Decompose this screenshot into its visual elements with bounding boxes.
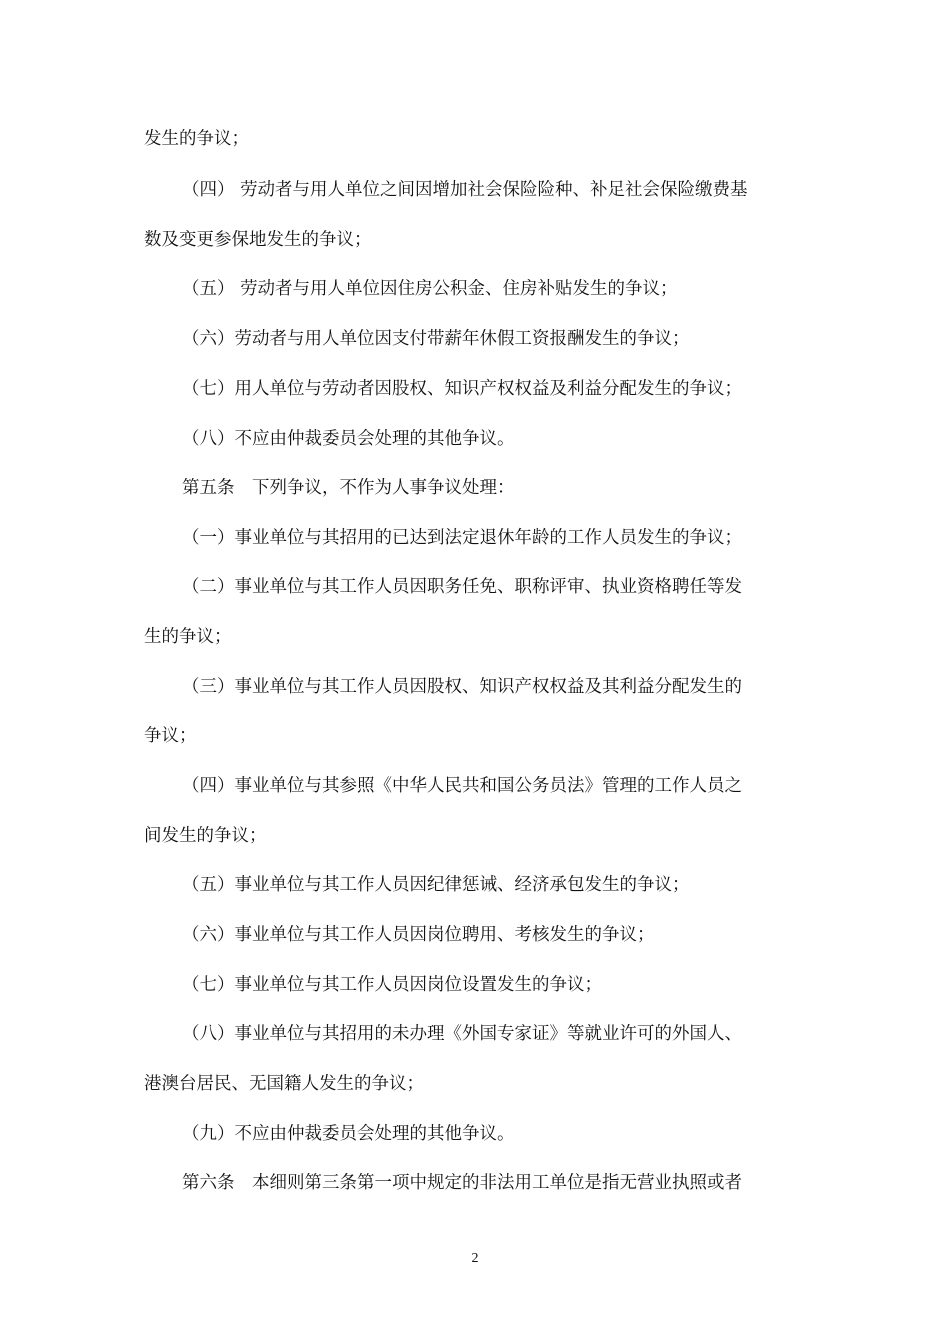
text-line: （七）事业单位与其工作人员因岗位设置发生的争议； [182, 975, 602, 995]
text-line: （五） 劳动者与用人单位因住房公积金、住房补贴发生的争议； [182, 279, 678, 299]
text-line: （六）事业单位与其工作人员因岗位聘用、考核发生的争议； [182, 925, 655, 945]
text-line: （五）事业单位与其工作人员因纪律惩诫、经济承包发生的争议； [182, 875, 690, 895]
text-line: 生的争议； [144, 627, 232, 647]
page-number: 2 [471, 1251, 479, 1266]
article-heading: 第六条 本细则第三条第一项中规定的非法用工单位是指无营业执照或者 [182, 1173, 742, 1193]
text-line: （八）事业单位与其招用的未办理《外国专家证》等就业许可的外国人、 [182, 1024, 742, 1044]
text-line: （二）事业单位与其工作人员因职务任免、职称评审、执业资格聘任等发 [182, 577, 742, 597]
text-line: 港澳台居民、无国籍人发生的争议； [144, 1074, 424, 1094]
text-line: （九）不应由仲裁委员会处理的其他争议。 [182, 1124, 515, 1144]
text-line: 发生的争议； [144, 129, 249, 149]
article-heading: 第五条 下列争议，不作为人事争议处理： [182, 478, 515, 498]
text-line: （六）劳动者与用人单位因支付带薪年休假工资报酬发生的争议； [182, 329, 690, 349]
text-line: （三）事业单位与其工作人员因股权、知识产权权益及其利益分配发生的 [182, 677, 742, 697]
text-line: （八）不应由仲裁委员会处理的其他争议。 [182, 429, 515, 449]
text-line: 间发生的争议； [144, 826, 267, 846]
text-line: （四）事业单位与其参照《中华人民共和国公务员法》管理的工作人员之 [182, 776, 742, 796]
text-line: （七）用人单位与劳动者因股权、知识产权权益及利益分配发生的争议； [182, 379, 742, 399]
text-line: （一）事业单位与其招用的已达到法定退休年龄的工作人员发生的争议； [182, 528, 742, 548]
text-line: 争议； [144, 726, 197, 746]
text-line: （四） 劳动者与用人单位之间因增加社会保险险种、补足社会保险缴费基 [182, 180, 748, 200]
text-line: 数及变更参保地发生的争议； [144, 230, 372, 250]
